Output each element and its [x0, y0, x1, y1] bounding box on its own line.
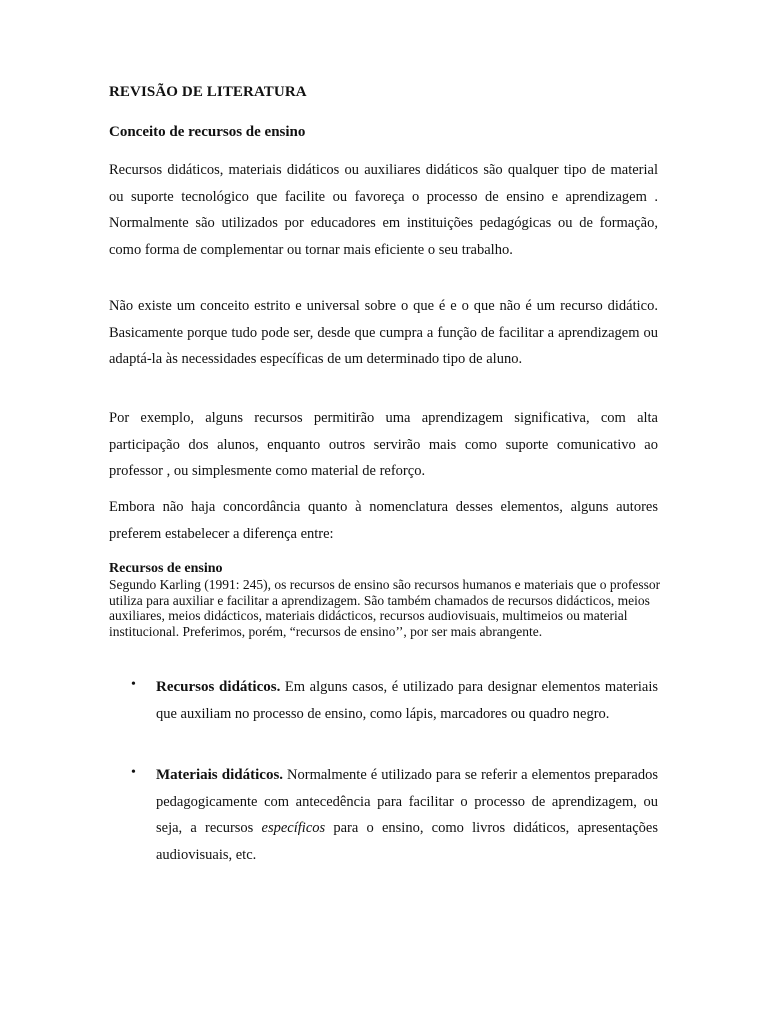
paragraph-2: Não existe um conceito estrito e universal sobre o que é e o que não é um recurso didático. Basicamente porque tudo pode ser, desde que cumpra a função de facilitar a aprendizagem ou adaptá-la às necessidades específicas de um determinado tipo de aluno. — [109, 298, 658, 367]
bullet-description-end: para o ensino, como livros didáticos, apresentações audiovisuais, etc. — [156, 820, 658, 863]
bullet-marker: • — [131, 765, 136, 780]
bullet-term: Materiais didáticos. — [156, 767, 284, 783]
recursos-de-ensino-title: Recursos de ensino — [109, 561, 223, 576]
paragraph-1: Recursos didáticos, materiais didáticos ou auxiliares didáticos são qualquer tipo de material ou suporte tecnológico que facilite ou favoreça o processo de ensino e aprendizagem . Normalmente são utilizados por educadores em instituições pedagógicas ou de formação, como forma de complementar ou tornar mais eficiente o seu trabalho. — [109, 162, 658, 258]
bullet-term: Recursos didáticos. — [156, 679, 281, 695]
bullet-description: Normalmente é utilizado para se referir a elementos preparados pedagogicamente com antecedência para facilitar o processo de aprendizagem, ou seja, a recursos — [156, 767, 658, 836]
bullet-item-materiais-didaticos — [156, 762, 658, 868]
bullet-emphasis: específicos — [261, 820, 326, 836]
bullet-description: Em alguns casos, é utilizado para designar elementos materiais que auxiliam no processo de ensino, como lápis, marcadores ou quadro negro. — [156, 679, 658, 722]
bullet-item-recursos-didaticos — [156, 674, 658, 727]
paragraph-3: Por exemplo, alguns recursos permitirão uma aprendizagem significativa, com alta participação dos alunos, enquanto outros servirão mais como suporte comunicativo ao professor , ou simplesmente como material de reforço. — [109, 410, 658, 479]
section-subheading: Conceito de recursos de ensino — [109, 124, 306, 140]
bullet-marker: • — [131, 677, 136, 692]
document-heading: REVISÃO DE LITERATURA — [109, 84, 307, 100]
recursos-de-ensino-text: Segundo Karling (1991: 245), os recursos de ensino são recursos humanos e materiais que o professor utiliza para auxiliar e facilitar a aprendizagem. São também chamados de recursos didácticos, meios auxiliares, meios didácticos, materiais didácticos, recursos audiovisuais, multimeios ou material institucional. Preferimos, porém, “recursos de ensino’’, por ser mais abrangente. — [109, 577, 661, 639]
paragraph-4: Embora não haja concordância quanto à nomenclatura desses elementos, alguns autores preferem estabelecer a diferença entre: — [109, 499, 658, 542]
